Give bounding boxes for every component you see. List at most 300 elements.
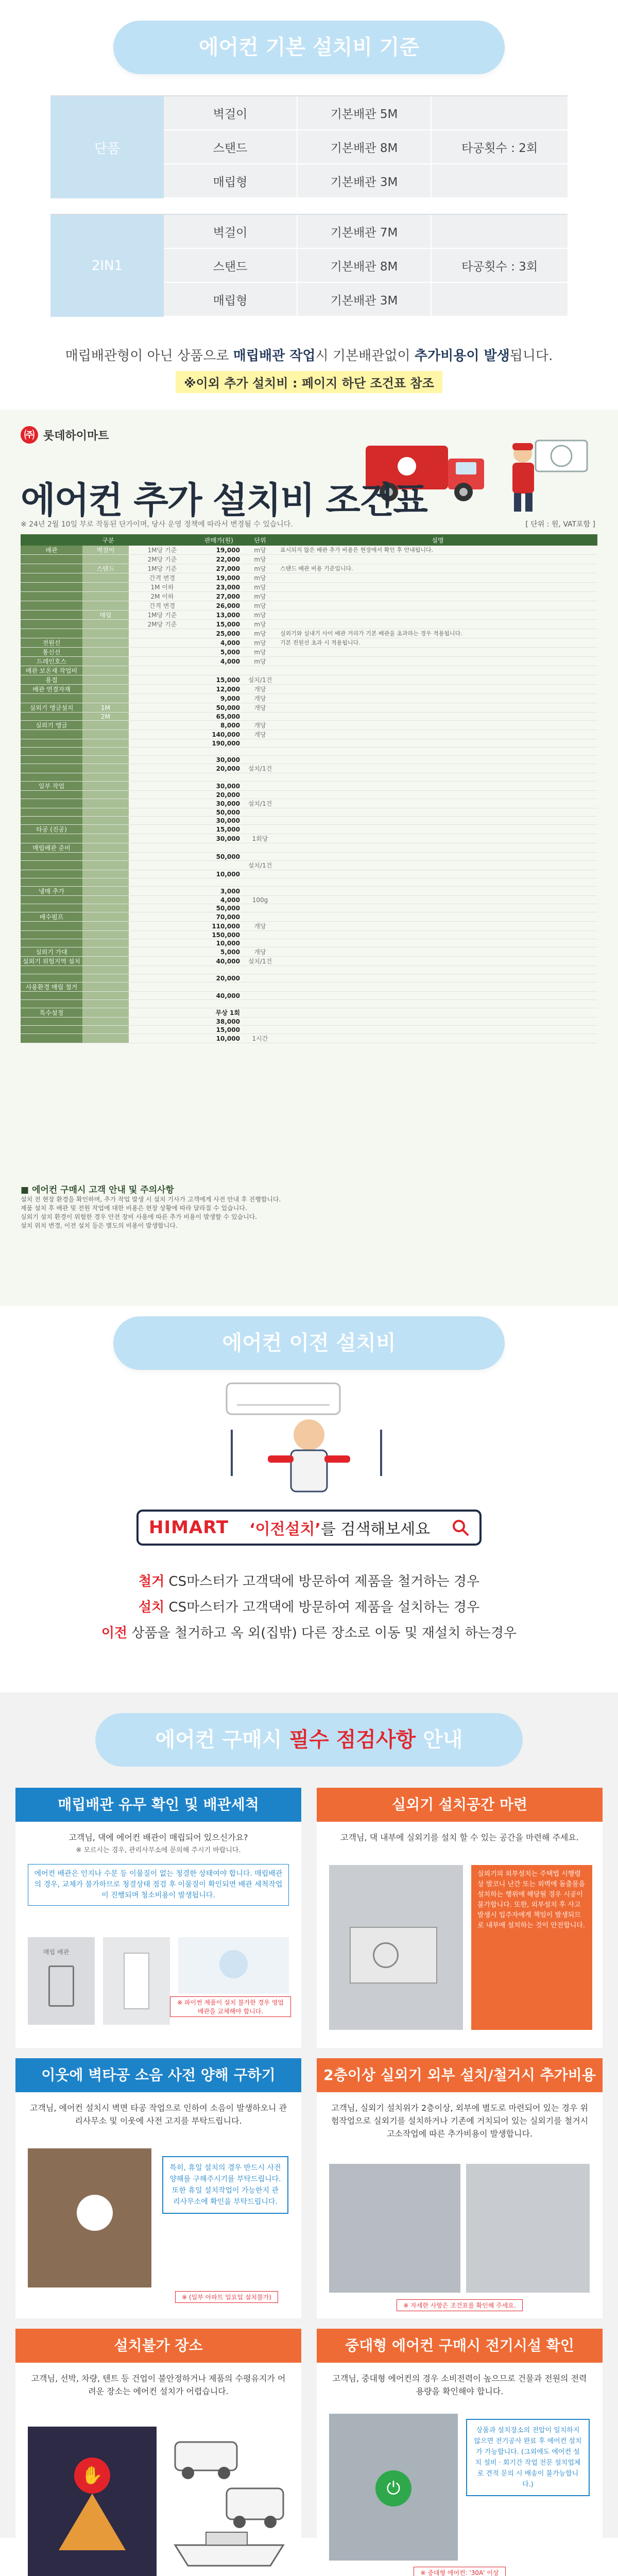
row-price: 30,000 <box>196 782 242 791</box>
row-subcategory <box>82 648 129 657</box>
row-unit <box>242 966 278 974</box>
row-detail <box>129 974 196 982</box>
row-description <box>278 555 597 564</box>
card-noise-notice: 이웃에 벽타공 소음 사전 양해 구하기 고객님, 에어컨 설치시 벽면 타공 작업으로 인하여 소음이 발생하오니 관리사무소 및 이웃에 사전 고지를 부탁드립니다. 특히, 휴일 설치의 경우 반드시 사전 양해를 구해주시기를 부탁드립니다. 또한 휴일 설치작업이 가능한지 관리사무소에 확인을 부탁드립니다. ※ (일부 아파트 일요일 설치불가) <box>15 2058 301 2318</box>
row-price <box>196 773 242 782</box>
row-subcategory <box>82 675 129 685</box>
row-price: 20,000 <box>196 764 242 773</box>
outdoor-units-photo <box>466 2164 590 2293</box>
row-price <box>196 861 242 870</box>
row-category: 실외기 앵글설치 <box>21 703 82 713</box>
row-unit <box>242 1018 278 1026</box>
row-category <box>21 799 82 808</box>
row-price: 5,000 <box>196 947 242 957</box>
row-description <box>278 947 597 957</box>
row-price: 40,000 <box>196 992 242 1000</box>
row-price: 50,000 <box>196 808 242 817</box>
cost-row <box>21 947 597 957</box>
row-category <box>21 564 82 573</box>
row-description <box>278 773 597 782</box>
row-category <box>21 939 82 947</box>
pipe-cleaning-photo <box>103 1937 170 2025</box>
row-subcategory <box>82 782 129 791</box>
row-detail: 1M당 기준 <box>129 564 196 573</box>
row-detail <box>129 730 196 739</box>
row-subcategory <box>82 748 129 756</box>
row-subcategory <box>82 657 129 666</box>
row-price: 15,000 <box>196 620 242 629</box>
row-description <box>278 974 597 982</box>
row-detail <box>129 782 196 791</box>
row-subcategory <box>82 870 129 878</box>
col-header: 판매가(원) <box>196 534 242 546</box>
row-category <box>21 870 82 878</box>
row-subcategory <box>82 799 129 808</box>
row-description <box>278 825 597 834</box>
row-category <box>21 756 82 764</box>
row-subcategory <box>82 583 129 592</box>
pipe-cell: 기본배관 3M <box>298 164 432 197</box>
row-description <box>278 756 597 764</box>
row-category: 냉매 추가 <box>21 887 82 896</box>
row-price: 10,000 <box>196 1034 242 1043</box>
row-subcategory: 2M <box>82 713 129 721</box>
cost-row <box>21 713 597 721</box>
row-detail <box>129 721 196 730</box>
card-title: 2층이상 실외기 외부 설치/철거시 추가비용 <box>317 2058 603 2092</box>
row-category <box>21 1034 82 1043</box>
row-price: 22,000 <box>196 555 242 564</box>
building-photo <box>329 2164 460 2293</box>
row-description <box>278 791 597 799</box>
row-subcategory <box>82 1000 129 1008</box>
row-unit: 개당 <box>242 947 278 957</box>
cost-row <box>21 1008 597 1018</box>
row-subcategory: 벽걸이 <box>82 546 129 555</box>
row-detail <box>129 799 196 808</box>
row-subcategory <box>82 694 129 703</box>
row-category <box>21 931 82 939</box>
row-unit: m당 <box>242 546 278 555</box>
row-detail: 간격 변경 <box>129 573 196 583</box>
cost-row <box>21 629 597 638</box>
cost-row <box>21 773 597 782</box>
cost-row <box>21 638 597 648</box>
cost-row <box>21 1000 597 1008</box>
row-subcategory <box>82 834 129 843</box>
outdoor-unit-photo <box>329 1865 463 2030</box>
row-unit <box>242 808 278 817</box>
row-price: 50,000 <box>196 904 242 912</box>
row-category <box>21 739 82 748</box>
relocation-definitions <box>0 1569 618 1646</box>
row-unit: m당 <box>242 638 278 648</box>
row-detail <box>129 957 196 966</box>
cost-row <box>21 782 597 791</box>
row-unit: m당 <box>242 657 278 666</box>
row-detail <box>129 638 196 648</box>
row-description <box>278 843 597 853</box>
row-detail <box>129 887 196 896</box>
row-detail <box>129 756 196 764</box>
row-description <box>278 573 597 583</box>
cost-row <box>21 966 597 974</box>
row-price: 10,000 <box>196 939 242 947</box>
row-detail <box>129 870 196 878</box>
row-detail <box>129 878 196 887</box>
row-subcategory <box>82 1026 129 1034</box>
checklist-title: 에어컨 구매시 필수 점검사항 안내 <box>95 1713 523 1767</box>
row-price: 110,000 <box>196 922 242 931</box>
cost-row <box>21 611 597 620</box>
row-category: 매립배관 준비 <box>21 843 82 853</box>
row-description <box>278 592 597 601</box>
row-description <box>278 912 597 922</box>
row-category <box>21 620 82 629</box>
row-detail <box>129 931 196 939</box>
search-box[interactable] <box>136 1510 482 1546</box>
row-subcategory <box>82 896 129 904</box>
row-detail <box>129 657 196 666</box>
cost-row <box>21 748 597 756</box>
row-description <box>278 982 597 992</box>
row-category: 용접 <box>21 675 82 685</box>
row-price: 65,000 <box>196 713 242 721</box>
pipe-cell: 기본배관 3M <box>298 283 432 316</box>
row-unit: m당 <box>242 601 278 611</box>
row-detail <box>129 853 196 861</box>
row-description: 실외기와 실내기 사이 배관 거리가 기본 배관을 초과하는 경우 적용됩니다. <box>278 629 597 638</box>
row-description <box>278 1034 597 1043</box>
row-price: 20,000 <box>196 974 242 982</box>
row-category <box>21 583 82 592</box>
row-category <box>21 764 82 773</box>
cost-row <box>21 791 597 799</box>
checklist-section <box>0 1692 618 2576</box>
row-category: 실외기 가대 <box>21 947 82 957</box>
line-install: 설치 CS마스터가 고객댁에 방문하여 제품을 설치하는 경우 <box>139 1600 479 1615</box>
row-description <box>278 666 597 675</box>
row-unit: m당 <box>242 629 278 638</box>
row-price: 4,000 <box>196 896 242 904</box>
row-subcategory <box>82 739 129 748</box>
row-subcategory <box>82 947 129 957</box>
category-label: 단품 <box>50 96 164 198</box>
line-move: 이전 상품을 철거하고 옥 외(집밖) 다른 장소로 이동 및 재설치 하는경우 <box>101 1625 517 1641</box>
type-cell: 벽걸이 <box>164 215 298 248</box>
row-detail: 2M당 기준 <box>129 555 196 564</box>
row-detail <box>129 939 196 947</box>
type-cell: 매립형 <box>164 164 298 197</box>
cost-row <box>21 939 597 947</box>
pipe-cell: 기본배관 5M <box>298 96 432 129</box>
cost-row <box>21 974 597 982</box>
row-subcategory <box>82 982 129 992</box>
wall-pipe-photo: 매립 배관 <box>28 1937 95 2025</box>
brand-logo: ㈜ 롯데하이마트 <box>21 426 109 444</box>
row-subcategory <box>82 629 129 638</box>
plug-icon: ⏻ <box>375 2470 411 2506</box>
row-description <box>278 878 597 887</box>
price-date-note: ※ 24년 2월 10일 부로 작동된 단가이며, 당사 운영 정책에 따라서 변경될 수 있습니다. <box>21 520 293 529</box>
row-unit <box>242 739 278 748</box>
row-price <box>196 843 242 853</box>
row-subcategory <box>82 685 129 694</box>
row-detail <box>129 739 196 748</box>
pipe-cell: 기본배관 8M <box>298 130 432 163</box>
row-unit <box>242 870 278 878</box>
row-unit <box>242 853 278 861</box>
row-detail: 2M 이하 <box>129 592 196 601</box>
row-unit: m당 <box>242 564 278 573</box>
row-category <box>21 974 82 982</box>
row-category: 전원선 <box>21 638 82 648</box>
cost-row <box>21 703 597 713</box>
row-price: 150,000 <box>196 931 242 939</box>
row-category <box>21 713 82 721</box>
cost-row <box>21 834 597 843</box>
row-category: 배수펌프 <box>21 912 82 922</box>
row-price: 4,000 <box>196 657 242 666</box>
cost-row <box>21 896 597 904</box>
row-price: 30,000 <box>196 799 242 808</box>
cost-row <box>21 904 597 912</box>
row-category: 배관 보온재 작업비 <box>21 666 82 675</box>
card-no-install-place: 설치불가 장소 고객님, 선박, 차량, 텐트 등 건업이 불안정하거나 제품의 수평유지가 어려운 장소는 에어컨 설치가 어렵습니다. ✋ <box>15 2329 301 2576</box>
row-unit <box>242 1008 278 1018</box>
cost-row <box>21 555 597 564</box>
row-unit <box>242 939 278 947</box>
row-unit <box>242 817 278 825</box>
row-subcategory <box>82 825 129 834</box>
row-unit: 설치/1건 <box>242 675 278 685</box>
row-description: 스탠드 배관 비용 기준입니다. <box>278 564 597 573</box>
himart-logo: HIMART <box>149 1517 229 1538</box>
cost-row <box>21 666 597 675</box>
row-subcategory <box>82 957 129 966</box>
row-unit <box>242 878 278 887</box>
row-price <box>196 878 242 887</box>
row-description <box>278 748 597 756</box>
technician-illustration-icon <box>494 430 592 513</box>
row-detail <box>129 912 196 922</box>
row-category: 특수설정 <box>21 1008 82 1018</box>
pipe-cell: 기본배관 7M <box>298 215 432 248</box>
row-detail <box>129 629 196 638</box>
row-price: 13,000 <box>196 611 242 620</box>
row-subcategory <box>82 730 129 739</box>
row-subcategory: 스탠드 <box>82 564 129 573</box>
row-subcategory <box>82 756 129 764</box>
row-subcategory <box>82 666 129 675</box>
row-price: 19,000 <box>196 546 242 555</box>
row-category <box>21 1018 82 1026</box>
row-detail <box>129 825 196 834</box>
row-unit: m당 <box>242 611 278 620</box>
row-price: 15,000 <box>196 825 242 834</box>
cost-row <box>21 1018 597 1026</box>
row-unit: 개당 <box>242 694 278 703</box>
row-unit <box>242 782 278 791</box>
row-detail <box>129 992 196 1000</box>
row-price <box>196 982 242 992</box>
row-subcategory <box>82 555 129 564</box>
row-category: 타공 (진공) <box>21 825 82 834</box>
row-unit <box>242 843 278 853</box>
row-category <box>21 1000 82 1008</box>
row-subcategory <box>82 773 129 782</box>
row-description: 표시되지 않은 배관 추가 비용은 현장에서 확인 후 안내됩니다. <box>278 546 597 555</box>
row-detail <box>129 904 196 912</box>
row-detail <box>129 843 196 853</box>
row-subcategory <box>82 764 129 773</box>
extra-cost-section <box>0 410 618 1306</box>
cost-row <box>21 870 597 878</box>
row-detail <box>129 791 196 799</box>
cost-row <box>21 583 597 592</box>
card-high-floor-cost: 2층이상 실외기 외부 설치/철거시 추가비용 고객님, 실외기 설치위가 2층이상, 외부에 별도로 마련되어 있는 경우 위험작업으로 실외기를 설치하거나 기존에 거치되어 있는 실외기를 철거시 고소작업에 따른 추가비용이 발생합니다. ※ 자세한 사항은 조건표를 확인해 주세요. <box>317 2058 603 2318</box>
cost-row <box>21 912 597 922</box>
cost-row <box>21 799 597 808</box>
card-title: 중대형 에어컨 구매시 전기시설 확인 <box>317 2329 603 2363</box>
row-category <box>21 992 82 1000</box>
row-detail <box>129 694 196 703</box>
cost-row <box>21 764 597 773</box>
row-category <box>21 748 82 756</box>
cost-row <box>21 564 597 573</box>
cost-row <box>21 694 597 703</box>
row-subcategory <box>82 939 129 947</box>
search-icon[interactable] <box>452 1519 469 1536</box>
cost-row <box>21 739 597 748</box>
row-category: 배관 연결자재 <box>21 685 82 694</box>
row-description <box>278 739 597 748</box>
row-subcategory <box>82 817 129 825</box>
extra-cost-note: ※이외 추가 설치비 : 페이지 하단 조건표 참조 <box>0 371 618 393</box>
row-subcategory <box>82 904 129 912</box>
row-category <box>21 922 82 931</box>
row-unit: 개당 <box>242 922 278 931</box>
row-unit <box>242 713 278 721</box>
row-description <box>278 1008 597 1018</box>
row-category <box>21 896 82 904</box>
row-detail <box>129 966 196 974</box>
cost-row <box>21 957 597 966</box>
row-description <box>278 957 597 966</box>
row-unit: 1회당 <box>242 834 278 843</box>
row-description <box>278 853 597 861</box>
relocation-illustration-icon <box>0 1373 618 1497</box>
customer-notes: ■ 에어컨 구매시 고객 안내 및 주의사항 설치 전 현장 환경을 확인하며, 추가 작업 발생 시 설치 기사가 고객에게 사전 안내 후 진행합니다. 제품 설치 후 배관 및 전원 작업에 대한 비용은 현장 상황에 따라 달라질 수 있습니다. 실외기 설치 환경이 위험한 경우 안전 장비 사용에 따른 추가 비용이 발생할 수 있습니다. 설치 위치 변경, 이전 설치 등은 별도의 비용이 발생합니다. <box>21 1185 281 1229</box>
drill-cell: 타공횟수 : 3회 <box>432 249 568 282</box>
cost-row <box>21 887 597 896</box>
search-query: ‘이전설치’를 검색해보세요 <box>249 1520 431 1538</box>
row-description <box>278 1018 597 1026</box>
row-detail <box>129 1026 196 1034</box>
row-detail <box>129 773 196 782</box>
row-description <box>278 721 597 730</box>
row-price: 15,000 <box>196 675 242 685</box>
row-price: 무상 1회 <box>196 1008 242 1018</box>
row-price: 4,000 <box>196 638 242 648</box>
tent-photo <box>28 2427 157 2576</box>
row-unit: m당 <box>242 583 278 592</box>
row-subcategory <box>82 974 129 982</box>
cost-row <box>21 1034 597 1043</box>
row-price: 19,000 <box>196 573 242 583</box>
row-unit: m당 <box>242 573 278 583</box>
row-description <box>278 764 597 773</box>
row-price: 40,000 <box>196 957 242 966</box>
row-subcategory <box>82 573 129 583</box>
row-detail <box>129 808 196 817</box>
row-unit: 개당 <box>242 730 278 739</box>
row-price: 15,000 <box>196 1026 242 1034</box>
line-remove: 철거 CS마스터가 고객댁에 방문하여 제품을 철거하는 경우 <box>139 1574 479 1589</box>
row-description <box>278 808 597 817</box>
base-install-title: 에어컨 기본 설치비 기준 <box>113 21 505 74</box>
row-detail <box>129 982 196 992</box>
drilling-photo <box>28 2148 151 2287</box>
row-category <box>21 808 82 817</box>
row-detail <box>129 834 196 843</box>
row-price <box>196 748 242 756</box>
row-subcategory <box>82 808 129 817</box>
row-price <box>196 1000 242 1008</box>
cost-row <box>21 922 597 931</box>
pipe-note: 매립배관형이 아닌 상품으로 매립배관 작업시 기본배관없이 추가비용이 발생됩니다. <box>65 348 553 364</box>
row-unit: 개당 <box>242 721 278 730</box>
col-header: 단위 <box>242 534 278 546</box>
row-subcategory <box>82 1008 129 1018</box>
card-outdoor-space: 실외기 설치공간 마련 고객님, 댁 내부에 실외기를 설치 할 수 있는 공간을 마련해 주세요. 실외기의 외부설치는 주택법 시행령상 발코니 난간 또는 외벽에 돌출물을 설치하는 행위에 해당될 경우 시공이 불가합니다. 또한, 외부설치 후 사고 발생시 입주자에게 책임이 발생되므로 내부에 설치하는 것이 안전합니다. <box>317 1788 603 2048</box>
row-subcategory: 매립 <box>82 611 129 620</box>
row-detail: 1M 이하 <box>129 583 196 592</box>
type-cell: 스탠드 <box>164 130 298 163</box>
base-install-section <box>0 0 618 410</box>
cost-row <box>21 878 597 887</box>
cost-row <box>21 601 597 611</box>
relocation-title: 에어컨 이전 설치비 <box>113 1316 505 1370</box>
base-table-2in1 <box>50 214 568 317</box>
card-pipe-check: 매립배관 유무 확인 및 배관세척 고객님, 댁에 에어컨 배관이 매립되어 있으신가요? ※ 모르시는 경우, 관리사무소에 문의해 주시기 바랍니다. 에어컨 배관은 인지나 수분 등 이물질이 없는 청결한 상태여야 합니다. 매립배관의 경우, 교체가 불가하므로 청결상태 점검 후 이물질이 확인되면 배관 세척작업이 진행되며 청소비용이 발생됩니다. 매립 배관 ※ 파이썬 제품이 설치 불가한 경우 영업 배관을 교체해야 합니다. <box>15 1788 301 2048</box>
row-description <box>278 799 597 808</box>
row-unit: 설치/1건 <box>242 957 278 966</box>
cost-row <box>21 657 597 666</box>
row-description <box>278 817 597 825</box>
row-unit: 1시간 <box>242 1034 278 1043</box>
pipe-cell: 기본배관 8M <box>298 249 432 282</box>
row-unit <box>242 974 278 982</box>
row-category <box>21 601 82 611</box>
row-category <box>21 966 82 974</box>
row-unit <box>242 756 278 764</box>
row-price: 26,000 <box>196 601 242 611</box>
row-unit <box>242 666 278 675</box>
row-description <box>278 896 597 904</box>
row-detail <box>129 648 196 657</box>
row-subcategory <box>82 791 129 799</box>
row-price: 140,000 <box>196 730 242 739</box>
row-subcategory <box>82 861 129 870</box>
cost-row <box>21 675 597 685</box>
row-unit <box>242 912 278 922</box>
cost-row <box>21 730 597 739</box>
row-unit <box>242 791 278 799</box>
row-category <box>21 1026 82 1034</box>
row-category <box>21 555 82 564</box>
row-price: 190,000 <box>196 739 242 748</box>
